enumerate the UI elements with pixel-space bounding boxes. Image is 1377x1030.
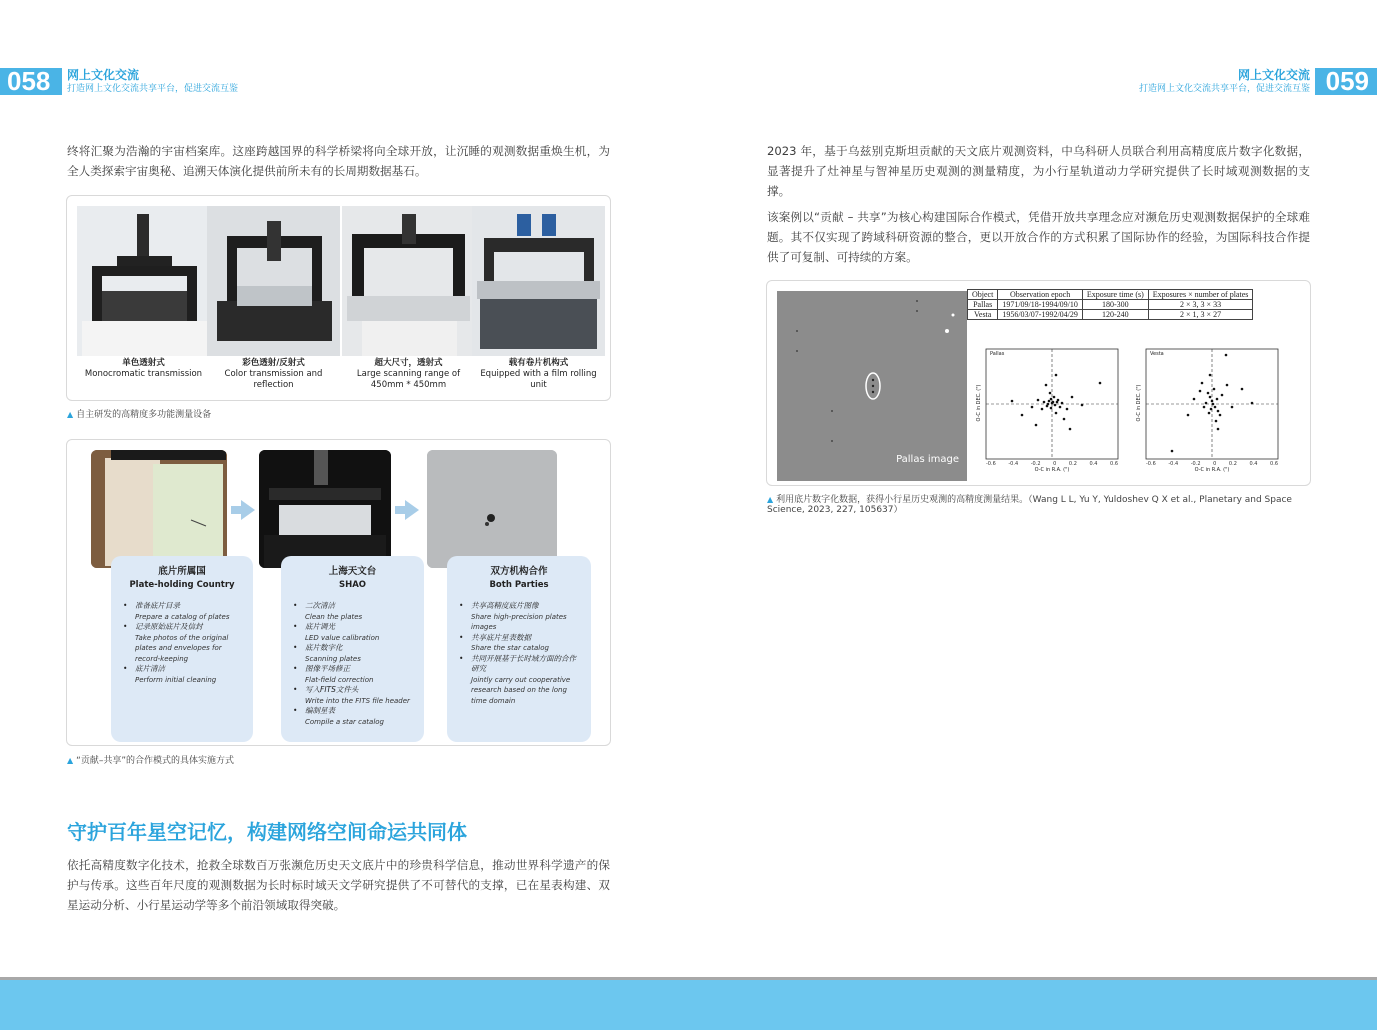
table-cell: 2 × 1, 3 × 27 (1148, 310, 1253, 320)
tick-label: 0.2 (1068, 461, 1077, 467)
item-cn: 共同开展基于长时域方面的合作研究 (471, 653, 576, 673)
tick-label: 0 (1053, 461, 1057, 467)
page-number-right: 059 (1315, 68, 1377, 95)
header-subtitle: 打造网上文化交流共享平台，促进交流互鉴 (67, 84, 239, 94)
label-en: Color transmission and reflection (224, 369, 323, 390)
plot-ylabel: O-C in DEC. (") (976, 384, 982, 422)
item-cn: 记录原始底片及信封 (135, 622, 203, 631)
table-cell: Vesta (968, 310, 998, 320)
tick-label: -0.4 (1008, 461, 1019, 467)
header-subtitle: 打造网上文化交流共享平台，促进交流互鉴 (1138, 84, 1310, 94)
item-en: LED value calibration (305, 633, 380, 642)
scanner-photo (342, 206, 475, 356)
caption-text: 自主研发的高精度多功能测量设备 (76, 410, 212, 420)
scanner-figure (66, 195, 611, 401)
section-paragraph: 依托高精度数字化技术，抢救全球数百万张濒危历史天文底片中的珍贵科学信息，推动世界科学遗产的保护与传承。这些百年尺度的观测数据为长时标时域天文学研究提供了不可替代的支撑，已在星表构建、双星运动分析、小行星运动学等多个前沿领域取得突破。 (67, 858, 610, 912)
card-item (121, 601, 243, 622)
tick-label: -0.2 (1190, 461, 1201, 467)
card-item (291, 643, 414, 664)
table-header-row (968, 290, 1253, 300)
page-number-left: 058 (0, 68, 62, 95)
caption-text: 利用底片数字化数据，获得小行星历史观测的高精度测量结果。（Wang L L, Yu Y, Yuldoshev Q X et al., Planetary and Space Science, 2023, 227, 105637） (767, 495, 1292, 515)
item-cn: 底片清洁 (135, 664, 165, 673)
card-item (291, 706, 414, 727)
right-paragraph-2: 该案例以“贡献 – 共享”为核心构建国际合作模式，凭借开放共享理念应对濒危历史观测数据保护的全球难题。其不仅实现了跨域科研资源的整合，更以开放合作的方式积累了国际协作的经验，为国际科技合作提供了可复制、可持续的方案。 (767, 210, 1310, 264)
item-cn: 二次清洁 (305, 601, 335, 610)
label-cn: 载有卷片机构式 (508, 358, 569, 368)
scanner-label (342, 358, 475, 391)
item-en: Scanning plates (305, 654, 361, 663)
vesta-scatter-plot (1132, 345, 1282, 473)
scanner-photo (207, 206, 340, 356)
tick-label: 0.2 (1228, 461, 1237, 467)
tick-label: -0.2 (1030, 461, 1041, 467)
item-en: Take photos of the original plates and envelopes for record-keeping (135, 633, 229, 663)
tick-label: 0.4 (1249, 461, 1258, 467)
label-cn: 超大尺寸，透射式 (374, 358, 443, 368)
tick-label: 0.6 (1270, 461, 1278, 467)
triangle-icon: ▲ (67, 756, 74, 765)
arrow-right-icon (241, 500, 255, 520)
label-en: Monocromatic transmission (84, 369, 203, 379)
figure-caption (767, 495, 1310, 515)
table-cell: 1971/09/18-1994/09/10 (998, 300, 1083, 310)
workflow-card (447, 556, 591, 742)
table-row (968, 310, 1253, 320)
plot-title: Pallas (990, 351, 1005, 357)
pallas-scatter-plot (972, 345, 1122, 473)
header-left (67, 68, 238, 96)
table-cell: Pallas (968, 300, 998, 310)
item-cn: 写入FITS文件头 (305, 685, 359, 694)
tick-label: 0.6 (1110, 461, 1118, 467)
card-item (291, 664, 414, 685)
table-cell: 180-300 (1082, 300, 1148, 310)
table-row (968, 300, 1253, 310)
tick-label: -0.4 (1168, 461, 1179, 467)
result-figure (766, 280, 1311, 486)
label-cn: 彩色透射/反射式 (242, 358, 305, 368)
card-item (291, 685, 414, 706)
item-en: Share high-precision plates images (471, 612, 567, 631)
table-header: Exposure time (s) (1082, 290, 1148, 300)
item-cn: 编制星表 (305, 706, 335, 715)
header-title: 网上文化交流 (67, 68, 140, 82)
item-en: Clean the plates (305, 612, 363, 621)
card-item (291, 601, 414, 622)
table-header: Observation epoch (998, 290, 1083, 300)
item-cn: 底片数字化 (305, 643, 343, 652)
plot-title: Vesta (1150, 351, 1164, 357)
intro-paragraph: 终将汇聚为浩瀚的宇宙档案库。这座跨越国界的科学桥梁将向全球开放，让沉睡的观测数据重焕生机，为全人类探索宇宙奥秘、追溯天体演化提供前所未有的长周期数据基石。 (67, 144, 610, 178)
item-en: Perform initial cleaning (135, 675, 217, 684)
tick-label: 0 (1213, 461, 1217, 467)
scanner-label (472, 358, 605, 391)
card-title-cn: 上海天文台 (328, 566, 377, 577)
scanner-label (77, 358, 210, 380)
workflow-card (281, 556, 424, 742)
footer-bar (0, 977, 1377, 1030)
item-en: Prepare a catalog of plates (135, 612, 230, 621)
card-item (457, 601, 581, 633)
figure-caption (67, 410, 211, 420)
item-cn: 共享高精度底片图像 (471, 601, 539, 610)
item-cn: 图像平场修正 (305, 664, 350, 673)
item-en: Jointly carry out cooperative research based on the long time domain (471, 675, 571, 705)
header-right (1139, 68, 1310, 96)
card-title-en: SHAO (338, 580, 367, 590)
card-item (457, 633, 581, 654)
label-en: Large scanning range of 450mm * 450mm (356, 369, 461, 390)
plate-photo (91, 450, 227, 568)
triangle-icon: ▲ (767, 495, 774, 504)
scanner-label (207, 358, 340, 391)
figure-caption (67, 756, 234, 766)
item-en: Share the star catalog (471, 644, 549, 652)
card-title-cn: 双方机构合作 (490, 566, 548, 577)
table-cell: 120-240 (1082, 310, 1148, 320)
card-item (291, 622, 414, 643)
workflow-figure (66, 439, 611, 746)
pallas-image (777, 291, 967, 481)
workflow-card (111, 556, 253, 742)
plot-xlabel: O-C in R.A. (") (1194, 467, 1230, 473)
right-paragraph-1: 2023 年，基于乌兹别克斯坦贡献的天文底片观测资料，中乌科研人员联合利用高精度底片数字化数据，显著提升了灶神星与智神星历史观测的测量精度，为小行星轨道动力学研究提供了长时域观测数据的支撑。 (767, 144, 1310, 198)
observation-table (967, 289, 1253, 320)
item-cn: 底片调光 (305, 622, 335, 631)
table-header: Exposures × number of plates (1148, 290, 1253, 300)
triangle-icon: ▲ (67, 410, 74, 419)
tick-label: 0.4 (1089, 461, 1098, 467)
card-title-en: Both Parties (489, 580, 549, 590)
item-cn: 准备底片目录 (135, 601, 180, 610)
item-en: Write into the FITS file header (305, 696, 410, 705)
card-item (457, 654, 581, 707)
header-title: 网上文化交流 (1237, 68, 1310, 82)
card-item (121, 664, 243, 685)
plot-ylabel: O-C in DEC. (") (1136, 384, 1142, 422)
scanner-photo (259, 450, 391, 568)
label-en: Equipped with a film rolling unit (480, 369, 597, 390)
caption-text: “贡献–共享”的合作模式的具体实施方式 (76, 756, 234, 766)
scanner-photo (77, 206, 210, 356)
tick-label: -0.6 (986, 461, 996, 467)
item-cn: 共享底片星表数据 (471, 632, 531, 642)
plot-xlabel: O-C in R.A. (") (1034, 467, 1070, 473)
label-cn: 单色透射式 (122, 358, 165, 368)
arrow-right-icon (405, 500, 419, 520)
section-title: 守护百年星空记忆，构建网络空间命运共同体 (67, 820, 467, 844)
item-en: Compile a star catalog (305, 717, 384, 726)
card-title-en: Plate-holding Country (129, 580, 235, 590)
item-en: Flat-field correction (305, 675, 374, 684)
scanner-photo (472, 206, 605, 356)
table-cell: 2 × 3, 3 × 33 (1148, 300, 1253, 310)
card-item (121, 622, 243, 664)
table-header: Object (968, 290, 998, 300)
image-label: Pallas image (896, 454, 959, 465)
table-cell: 1956/03/07-1992/04/29 (998, 310, 1083, 320)
scan-image (427, 450, 557, 568)
card-title-cn: 底片所属国 (158, 566, 206, 577)
tick-label: -0.6 (1146, 461, 1156, 467)
